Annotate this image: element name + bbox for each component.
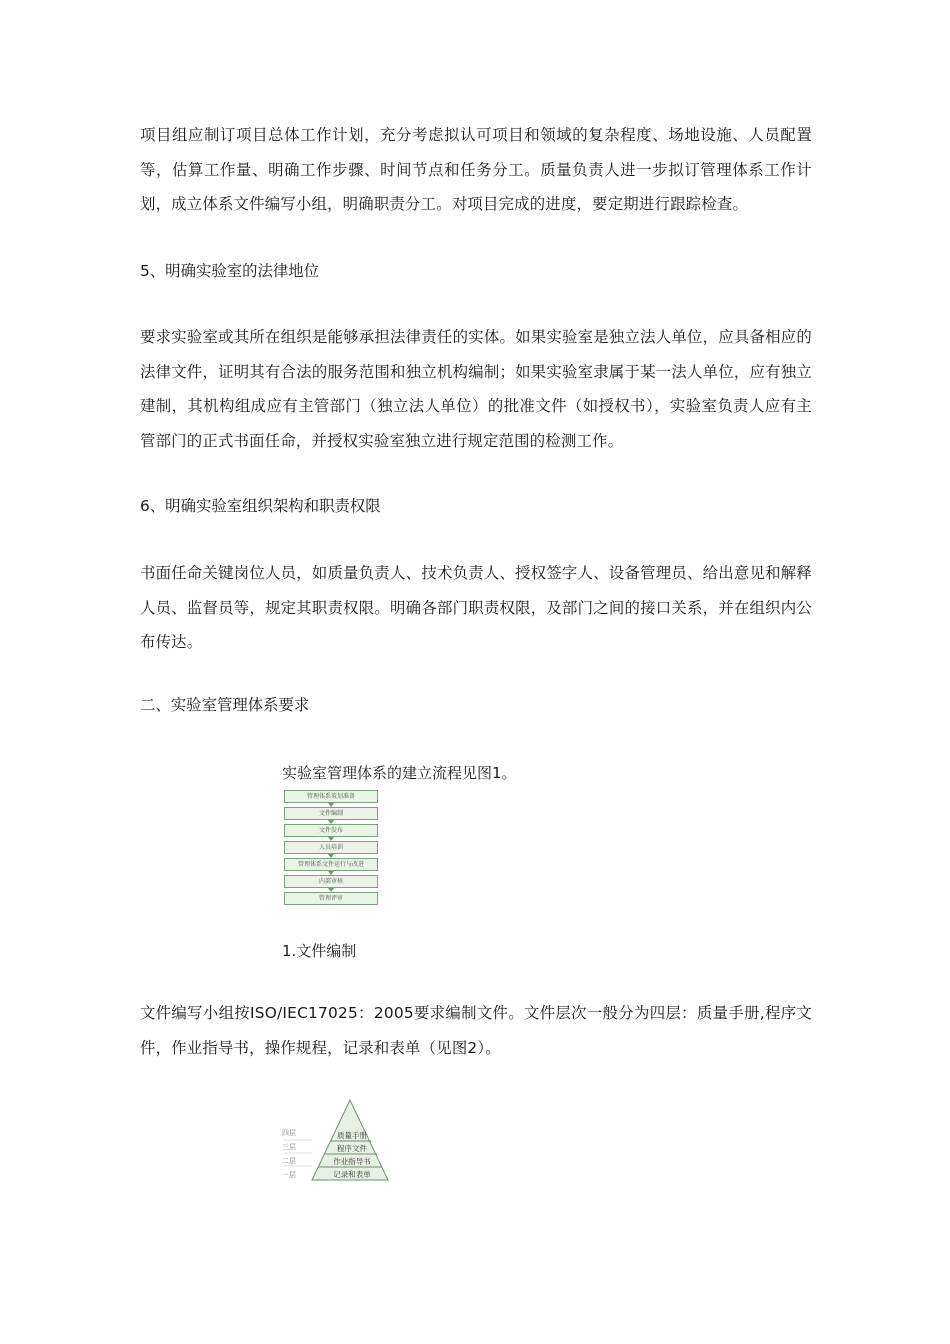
pyramid-level-label: 二层 [282,1157,296,1165]
flow-step: 管理评审 [284,892,378,905]
flow-arrow-icon [284,888,378,892]
heading-legal-status: 5、明确实验室的法律地位 [140,262,320,280]
flow-step: 人员培训 [284,841,378,854]
pyramid-level-label: 四层 [282,1129,296,1137]
subheading-document-prep: 1.文件编制 [282,942,357,960]
paragraph-legal-status: 要求实验室或其所在组织是能够承担法律责任的实体。如果实验室是独立法人单位，应具备相应的法律文件，证明其有合法的服务范围和独立机构编制；如果实验室隶属于某一法人单位，应有独立建制，其机构组成应有主管部门（独立法人单位）的批准文件（如授权书），实验室负责人应有主管部门的正式书面任命，并授权实验室独立进行规定范围的检测工作。 [140,328,812,450]
flow-arrow-icon [284,871,378,875]
document-pyramid-figure [282,1096,392,1184]
flow-step: 文件发布 [284,824,378,837]
pyramid-level-label: 一层 [282,1171,296,1179]
pyramid-level-quality-manual: 质量手册 [337,1131,367,1140]
paragraph-project-plan: 项目组应制订项目总体工作计划，充分考虑拟认可项目和领域的复杂程度、场地设施、人员配置等，估算工作量、明确工作步骤、时间节点和任务分工。质量负责人进一步拟订管理体系工作计划，成立体系文件编写小组，明确职责分工。对项目完成的进度，要定期进行跟踪检查。 [140,126,812,213]
pyramid-level-work-instructions: 作业指导书 [333,1157,371,1166]
heading-org-structure: 6、明确实验室组织架构和职责权限 [140,497,381,515]
flow-step: 内部审核 [284,875,378,888]
paragraph-document-prep: 文件编写小组按ISO/IEC17025：2005要求编制文件。文件层次一般分为四层：质量手册,程序文件，作业指导书，操作规程，记录和表单（见图2）。 [140,1004,812,1057]
flow-arrow-icon [284,837,378,841]
paragraph-org-structure: 书面任命关键岗位人员，如质量负责人、技术负责人、授权签字人、设备管理员、给出意见和解释人员、监督员等，规定其职责权限。明确各部门职责权限，及部门之间的接口关系，并在组织内公布传达。 [140,564,812,651]
flow-step: 管理体系文件运行与改进 [284,858,378,871]
figure1-caption: 实验室管理体系的建立流程见图1。 [282,764,517,782]
pyramid-level-procedures: 程序文件 [337,1144,367,1153]
pyramid-level-records: 记录和表单 [333,1170,371,1179]
flow-arrow-icon [284,854,378,858]
flow-step: 文件编制 [284,807,378,820]
flow-arrow-icon [284,820,378,824]
pyramid-level-label: 三层 [282,1143,296,1151]
flowchart-figure [284,790,378,905]
flow-step: 管理体系策划准备 [284,790,378,803]
section-heading-requirements: 二、实验室管理体系要求 [140,696,310,714]
pyramid-level-labels [282,1126,304,1182]
flow-arrow-icon [284,803,378,807]
